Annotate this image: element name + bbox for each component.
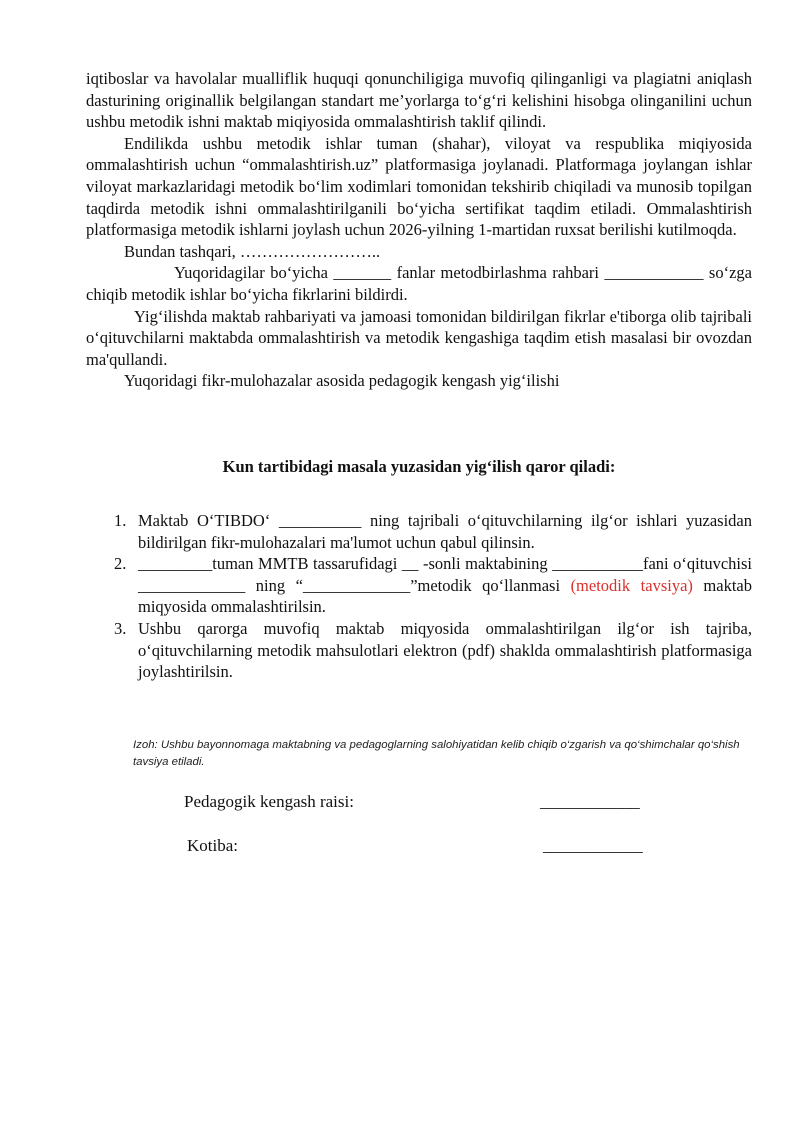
decision-list <box>114 510 752 683</box>
chair-signature-label: Pedagogik kengash raisi: <box>184 792 354 811</box>
paragraph-platform: Endilikda ushbu metodik ishlar tuman (shahar), viloyat va respublika miqiyosida ommalashtirish uchun “ommalashtirish.uz” platformasiga joylanadi. Platformaga joylangan ishlar viloyat markazlaridagi metodik bo‘lim xodimlari tomonidan tekshirib chiqiladi va munosib topilgan taqdirda metodik ishni ommalashtirilganili bo‘yicha sertifikat taqdim etiladi. Ommalashtirish platformasiga metodik ishlarni joylash uchun 2026-yilning 1-martidan ruxsat berilishi kutilmoqda. <box>86 133 752 240</box>
method-recommendation-highlight: (metodik tavsiya) <box>570 575 693 595</box>
decision-number: 2. <box>114 554 127 574</box>
footnote-note: Izoh: Ushbu bayonnomaga maktabning va pedagoglarning salohiyatidan kelib chiqib o‘zgarish va qo‘shimchalar qo‘shish tavsiya etiladi. <box>133 739 740 768</box>
meeting-minutes-body <box>86 68 752 392</box>
paragraph-council: Yuqoridagi fikr-mulohazalar asosida pedagogik kengash yig‘ilishi <box>124 371 560 391</box>
decision-heading: Kun tartibidagi masala yuzasidan yig‘ilish qaror qiladi: <box>222 457 616 476</box>
decision-text: Maktab O‘TIBDO‘ __________ ning tajribali o‘qituvchilarning ilg‘or ishlari yuzasidan bildirilgan fikr-mulohazalari ma'lumot uchun qabul qilinsin. <box>138 511 752 552</box>
chair-signature-line: ____________ <box>540 792 640 811</box>
paragraph-originality: iqtiboslar va havolalar mualliflik huquqi qonunchiligiga muvofiq qilinganligi va plagiatni aniqlash dasturining originallik belgilangan standart me’yorlarga to‘g‘ri kelishini hisobga olinganilini uchun ushbu metodik ishni maktab miqiyosida ommalashtirish taklif qilindi. <box>86 69 752 132</box>
decision-text-after: maktab miqyosida ommalashtirilsin. <box>138 575 752 617</box>
decision-number: 3. <box>114 618 127 638</box>
paragraph-speaker: Yuqoridagilar bo‘yicha _______ fanlar metodbirlashma rahbari ____________ so‘zga chiqib metodik ishlar bo‘yicha fikrlarini bildirdi. <box>86 263 752 304</box>
decision-item-3 <box>114 618 752 683</box>
decision-text-before: _________tuman MMTB tassarufidagi __ -sonli maktabining ___________fani o‘qituvchisi _____________ ning “_____________”metodik qo‘llanmasi <box>138 554 752 595</box>
secretary-signature-line: ____________ <box>543 836 643 855</box>
decision-text: Ushbu qarorga muvofiq maktab miqyosida ommalashtirilgan ilg‘or ish tajriba, o‘qituvchilarning metodik mahsulotlari elektron (pdf) shaklda ommalashtirish platformasiga joylashtirilsin. <box>138 618 752 682</box>
paragraph-additionally: Bundan tashqari, …………………….. <box>124 241 381 261</box>
paragraph-approval: Yig‘ilishda maktab rahbariyati va jamoasi tomonidan bildirilgan fikrlar e'tiborga olib tajribali o‘qituvchilarni maktabda ommalashtirish va metodik kengashiga taqdim etish masalasi bir ovozdan ma'qullandi. <box>86 306 752 369</box>
decision-item-1 <box>114 510 752 553</box>
secretary-signature-label: Kotiba: <box>187 836 238 855</box>
decision-number: 1. <box>114 511 127 530</box>
decision-item-2 <box>114 553 752 618</box>
